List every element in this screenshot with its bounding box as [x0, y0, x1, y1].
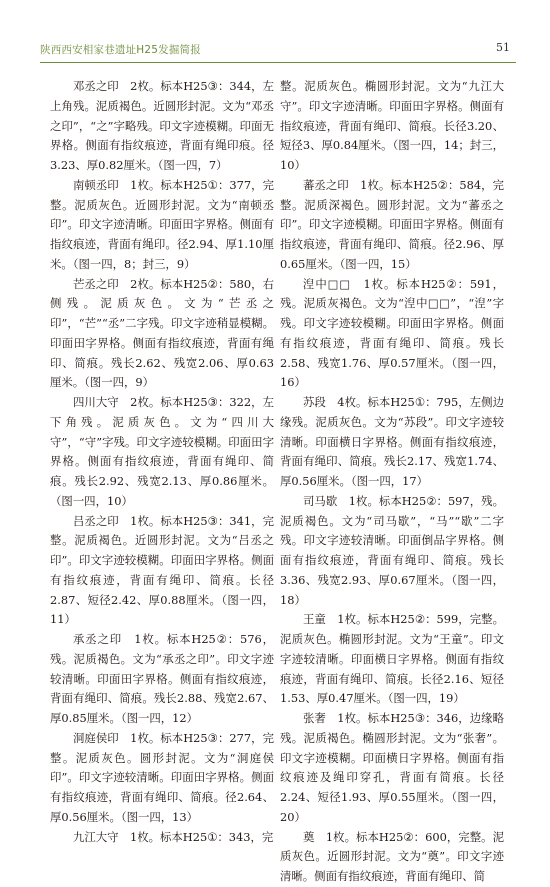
seal-entry: 蕃丞之印 1枚。标本H25②：584，完整。泥质深褐色。圆形封泥。文为“蕃丞之印”。印文字迹模糊。印面田字界格。侧面有指纹痕迹，背面有绳印、简痕。径2.96、厚0.65厘米。（图一四，15） [280, 177, 504, 271]
seal-entry: 司马歇 1枚。标本H25②：597，残。泥质褐色。文为“司马歇”，“马”“歇”二字残。印文字迹较清晰。印面倒品字界格。侧面有指纹痕迹，背面有绳印、简痕。残长3.36、残宽2.93、厚0.67厘米。（图一四，18） [280, 493, 504, 607]
seal-entry: 南顿丞印 1枚。标本H25①：377，完整。泥质灰色。近圆形封泥。文为“南顿丞印”。印文字迹清晰。印面田字界格。侧面有指纹痕迹，背面有绳印。径2.94、厚1.10厘米。（图一四，8；封三，9） [50, 177, 274, 271]
seal-entry: 芒丞之印 2枚。标本H25②：580，右侧残。泥质灰色。文为“芒丞之印”，“芒”“丞”二字残。印文字迹稍显模糊。印面田字界格。侧面有指纹痕迹，背面有绳印、简痕。残长2.62、残宽2.06、厚0.63厘米。（图一四，9） [50, 276, 274, 390]
running-title: 陕西西安相家巷遗址H25发掘简报 [40, 44, 201, 56]
seal-entry: 王童 1枚。标本H25②：599，完整。泥质灰色。椭圆形封泥。文为“王童”。印文字迹较清晰。印面横日字界格。侧面有指纹痕迹，背面有绳印、简痕。长径2.16、短径1.53、厚0.47厘米。（图一四，19） [280, 612, 504, 706]
page-number: 51 [496, 41, 510, 54]
page-header [40, 38, 516, 63]
seal-entry: 四川大守 2枚。标本H25③：322，左下角残。泥质灰色。文为“四川大守”，“守”字残。印文字迹较模糊。印面田字界格。侧面有指纹痕迹，背面有绳印、简痕。残长2.92、残宽2.13、厚0.86厘米。（图一四，10） [50, 395, 274, 508]
seal-entry: 张奢 1枚。标本H25③：346，边缘略残。泥质褐色。椭圆形封泥。文为“张奢”。印文字迹模糊。印面横日字界格。侧面有指纹痕迹及绳印穿孔，背面有简痕。长径2.24、短径1.93、厚0.55厘米。（图一四，20） [280, 711, 504, 824]
seal-entry: 承丞之印 1枚。标本H25②：576，残。泥质褐色。文为“承丞之印”。印文字迹较清晰。印面田字界格。侧面有指纹痕迹，背面有绳印、简痕。残长2.88、残宽2.67、厚0.85厘米。（图一四，12） [50, 632, 274, 725]
seal-entry: 奠 1枚。标本H25②：600，完整。泥质灰色。近圆形封泥。文为“奠”。印文字迹清晰。侧面有指纹痕迹，背面有绳印、简 [280, 829, 504, 883]
right-column [280, 77, 504, 887]
left-column [50, 77, 274, 847]
seal-entry: 苏段 4枚。标本H25①：795，左侧边缘残。泥质灰色。文为“苏段”。印文字迹较清晰。印面横日字界格。侧面有指纹痕迹，背面有绳印、简痕。残长2.17、残宽1.74、厚0.56厘米。（图一四，17） [280, 395, 504, 488]
seal-entry: 湼中□□ 1枚。标本H25②：591，残。泥质灰褐色。文为“湼中□□”，“湼”字残。印文字迹较模糊。印面田字界格。侧面有指纹痕迹，背面有绳印、简痕。残长2.58、残宽1.76、厚0.57厘米。（图一四，16） [280, 276, 504, 390]
seal-entry: 九江大守 1枚。标本H25①：343，完 [73, 829, 274, 844]
seal-entry: 洞庭侯印 1枚。标本H25③：277，完整。泥质灰色。圆形封泥。文为“洞庭侯印”。印文字迹较清晰。印面田字界格。侧面有指纹痕迹，背面有绳印、简痕。径2.64、厚0.56厘米。（图一四，13） [50, 730, 274, 824]
seal-entry: 邓丞之印 2枚。标本H25③：344，左上角残。泥质褐色。近圆形封泥。文为“邓丞之印”，“之”字略残。印文字迹模糊。印面无界格。侧面有指纹痕迹，背面有绳印痕。径3.23、厚0.82厘米。（图一四，7） [50, 79, 274, 172]
seal-entry-continued: 整。泥质灰色。椭圆形封泥。文为“九江大守”。印文字迹清晰。印面田字界格。侧面有指纹痕迹，背面有绳印、简痕。长径3.20、短径3、厚0.84厘米。（图一四，14；封三，10） [280, 79, 504, 172]
seal-entry: 吕丞之印 1枚。标本H25③：341，完整。泥质褐色。近圆形封泥。文为“吕丞之印”。印文字迹较模糊。印面田字界格。侧面有指纹痕迹，背面有绳印、简痕。长径2.87、短径2.42、厚0.88厘米。（图一四，11） [50, 513, 274, 627]
